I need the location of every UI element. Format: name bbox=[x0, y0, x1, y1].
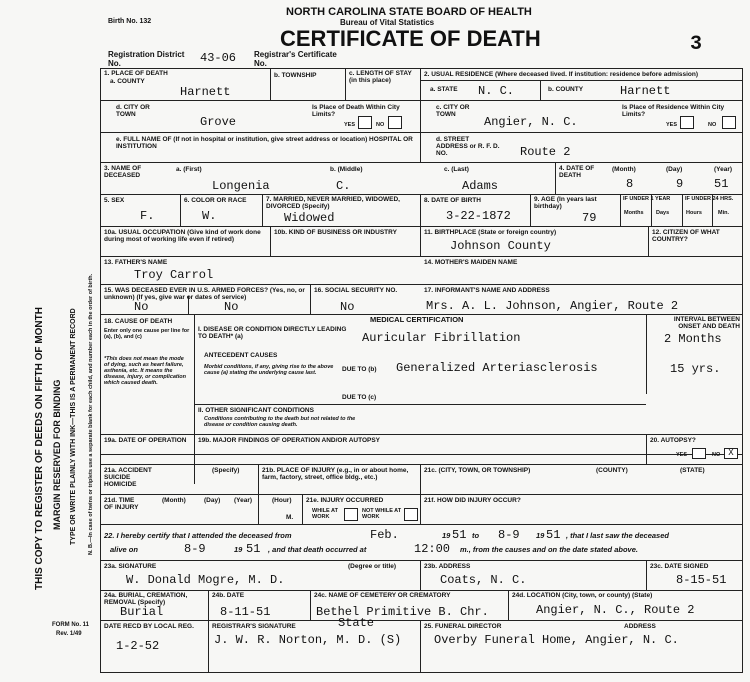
city-value: Grove bbox=[200, 115, 237, 129]
length-of-stay-label: c. LENGTH OF STAY (in this place) bbox=[349, 70, 412, 84]
place-of-injury-label: 21b. PLACE OF INJURY (e.g., in or about home, farm, factory, street, office bldg., etc.) bbox=[262, 467, 409, 481]
autopsy-yes-label: YES bbox=[676, 452, 688, 458]
while-at-work-checkbox[interactable] bbox=[344, 508, 358, 521]
death-occurred-text: , and that death occurred at bbox=[268, 545, 367, 554]
antecedent-causes-label: ANTECEDENT CAUSES bbox=[204, 352, 278, 359]
date-of-birth-label: 8. DATE OF BIRTH bbox=[424, 197, 481, 204]
death-year-label: (Year) bbox=[714, 166, 733, 173]
res-no-label: NO bbox=[708, 122, 717, 128]
injury-year-label: (Year) bbox=[234, 497, 253, 504]
physician-signature-value: W. Donald Mogre, M. D. bbox=[126, 573, 285, 587]
township-label: b. TOWNSHIP bbox=[274, 72, 317, 79]
date-of-death-label: 4. DATE OF DEATH bbox=[559, 165, 595, 179]
attended-to-value: 8-9 bbox=[498, 528, 520, 542]
first-name-value: Longenia bbox=[212, 179, 270, 193]
cause-b-value: Generalized Arteriasclerosis bbox=[396, 361, 598, 375]
state-value: N. C. bbox=[478, 84, 515, 98]
death-day-label: (Day) bbox=[666, 166, 683, 173]
father-name-value: Troy Carrol bbox=[134, 268, 214, 282]
year-prefix-b: 19 bbox=[536, 531, 545, 540]
injury-day-label: (Day) bbox=[204, 497, 221, 504]
last-name-value: Adams bbox=[462, 179, 499, 193]
birth-number: Birth No. 132 bbox=[108, 18, 152, 25]
usual-residence-label: 2. USUAL RESIDENCE (Where deceased lived. If institution: residence before admission) bbox=[424, 71, 699, 78]
margin-register-note: THIS COPY TO REGISTER OF DEEDS ON FIFTH OF MONTH bbox=[34, 307, 45, 590]
due-to-b-label: DUE TO (b) bbox=[342, 366, 377, 373]
cause-a-value: Auricular Fibrillation bbox=[362, 331, 521, 345]
accident-suicide-homicide-label: 21a. ACCIDENT SUICIDE HOMICIDE bbox=[104, 467, 152, 488]
residence-limits-label: Is Place of Residence Within City Limits? bbox=[622, 104, 725, 118]
sex-label: 5. SEX bbox=[104, 197, 125, 204]
usual-occupation-label: 10a. USUAL OCCUPATION (Give kind of work done during most of working life even if retired) bbox=[104, 229, 261, 243]
middle-name-value: C. bbox=[336, 179, 351, 193]
armed-forces-war-value: No bbox=[224, 300, 239, 314]
other-conditions-note: Conditions contributing to the death but not related to the disease or condition causing death. bbox=[204, 416, 356, 428]
injury-county-label: (COUNTY) bbox=[596, 467, 628, 474]
form-number: FORM No. 11 bbox=[52, 622, 90, 628]
alive-on-value: 8-9 bbox=[184, 542, 206, 556]
citizen-label: 12. CITIZEN OF WHAT COUNTRY? bbox=[652, 229, 720, 243]
within-no-label: NO bbox=[376, 122, 385, 128]
age-label: 9. AGE (In years last birthday) bbox=[534, 196, 597, 210]
first-name-label: a. (First) bbox=[176, 166, 202, 173]
informant-label: 17. INFORMANT'S NAME AND ADDRESS bbox=[424, 287, 550, 294]
months-label: Months bbox=[624, 210, 644, 216]
certify-text-b: , that I last saw the deceased bbox=[566, 531, 669, 540]
degree-label: (Degree or title) bbox=[348, 563, 397, 570]
cemetery-label: 24c. NAME OF CEMETERY OR CREMATORY bbox=[314, 592, 451, 599]
while-at-work-label: WHILE AT WORK bbox=[312, 508, 338, 520]
father-name-label: 13. FATHER'S NAME bbox=[104, 259, 168, 266]
within-city-limits-label: Is Place of Death Within City Limits? bbox=[312, 104, 400, 118]
res-yes-label: YES bbox=[666, 122, 678, 128]
address-label: 23b. ADDRESS bbox=[424, 563, 471, 570]
margin-twins-note: N. B.—In case of twins or triplets use a separate blank for each child, and number each in the order of birth. bbox=[88, 273, 94, 555]
burial-date-value: 8-11-51 bbox=[220, 605, 271, 619]
armed-forces-value: No bbox=[134, 300, 149, 314]
hours-label: Hours bbox=[686, 210, 702, 216]
within-yes-checkbox[interactable] bbox=[358, 116, 372, 129]
mother-maiden-name-label: 14. MOTHER'S MAIDEN NAME bbox=[424, 259, 518, 266]
specify-label: (Specify) bbox=[212, 467, 240, 474]
birthplace-value: Johnson County bbox=[450, 239, 551, 253]
date-received-label: DATE RECD BY LOCAL REG. bbox=[104, 623, 194, 630]
certify-text-a: 22. I hereby certify that I attended the deceased from bbox=[104, 531, 292, 540]
certificate-title: CERTIFICATE OF DEATH bbox=[280, 26, 541, 51]
board-name: NORTH CAROLINA STATE BOARD OF HEALTH bbox=[286, 6, 532, 18]
age-value: 79 bbox=[582, 211, 597, 225]
signature-label: 23a. SIGNATURE bbox=[104, 563, 157, 570]
state-label: a. STATE bbox=[430, 86, 458, 93]
due-to-c-label: DUE TO (c) bbox=[342, 394, 377, 401]
mode-of-dying-note: *This does not mean the mode of dying, such as heart failure, asthenia, etc. It means the disease, injury, or complication which caused death. bbox=[104, 356, 187, 386]
attended-from-value: Feb. bbox=[370, 528, 399, 542]
injury-m-label: M. bbox=[286, 514, 294, 521]
res-county-value: Harnett bbox=[620, 84, 671, 98]
cemetery-value: Bethel Primitive B. Chr. bbox=[316, 605, 489, 619]
res-city-label: c. CITY OR TOWN bbox=[436, 104, 470, 118]
attended-to-year: 51 bbox=[546, 528, 561, 542]
death-year-value: 51 bbox=[714, 177, 729, 191]
funeral-address-label: ADDRESS bbox=[624, 623, 656, 630]
time-of-injury-label: 21d. TIME OF INJURY bbox=[104, 497, 139, 511]
registration-district-label: Registration District No. bbox=[108, 50, 185, 68]
hospital-label: e. FULL NAME OF (If not in hospital or institution, give street address or location) HOSPITAL OR INSTITUTION bbox=[116, 136, 413, 150]
middle-name-label: b. (Middle) bbox=[330, 166, 363, 173]
form-revision: Rev. 1/49 bbox=[56, 631, 82, 637]
injury-city-label: 21c. (CITY, TOWN, OR TOWNSHIP) bbox=[424, 467, 531, 474]
armed-forces-label: 15. WAS DECEASED EVER IN U.S. ARMED FORCES? (Yes, no, or unknown) (If yes, give war or dates of service) bbox=[104, 287, 305, 301]
street-label: d. STREET ADDRESS or R. F. D. NO. bbox=[436, 136, 500, 157]
under-24-hours-label: IF UNDER 24 HRS. bbox=[685, 196, 734, 202]
bureau-name: Bureau of Vital Statistics bbox=[340, 18, 435, 27]
within-yes-label: YES bbox=[344, 122, 356, 128]
registration-district-value: 43-06 bbox=[200, 51, 237, 65]
res-yes-checkbox[interactable] bbox=[680, 116, 694, 129]
cause-note: Enter only one cause per line for (a), (b), and (c) bbox=[104, 328, 190, 340]
funeral-director-label: 25. FUNERAL DIRECTOR bbox=[424, 623, 502, 630]
marital-status-value: Widowed bbox=[284, 211, 335, 225]
days-label: Days bbox=[656, 210, 670, 216]
death-month-value: 8 bbox=[626, 177, 634, 191]
county-value: Harnett bbox=[180, 85, 231, 99]
date-received-value: 1-2-52 bbox=[116, 639, 160, 653]
county-label: a. COUNTY bbox=[110, 78, 145, 85]
other-conditions-label: II. OTHER SIGNIFICANT CONDITIONS bbox=[198, 407, 314, 414]
alive-on-year: 51 bbox=[246, 542, 261, 556]
informant-value: Mrs. A. L. Johnson, Angier, Route 2 bbox=[426, 299, 679, 313]
how-injury-label: 21f. HOW DID INJURY OCCUR? bbox=[424, 497, 521, 504]
injury-hour-label: (Hour) bbox=[272, 497, 292, 504]
major-findings-label: 19b. MAJOR FINDINGS OF OPERATION AND/OR AUTOPSY bbox=[198, 437, 381, 444]
location-label: 24d. LOCATION (City, town, or county) (State) bbox=[512, 592, 653, 599]
registrar-state-value: State bbox=[338, 616, 375, 630]
social-security-value: No bbox=[340, 300, 355, 314]
marital-status-label: 7. MARRIED, NEVER MARRIED, WIDOWED, DIVORCED (Specify) bbox=[266, 196, 400, 210]
disease-condition-label: I. DISEASE OR CONDITION DIRECTLY LEADING TO DEATH* (a) bbox=[198, 326, 347, 340]
city-label: d. CITY OR TOWN bbox=[116, 104, 150, 118]
autopsy-yes-checkbox[interactable] bbox=[692, 448, 706, 459]
death-day-value: 9 bbox=[676, 177, 684, 191]
from-causes-text: m., from the causes and on the date stated above. bbox=[460, 545, 638, 554]
alive-on-label: alive on bbox=[110, 545, 138, 554]
death-month-label: (Month) bbox=[612, 166, 636, 173]
operation-date-label: 19a. DATE OF OPERATION bbox=[104, 437, 187, 444]
last-name-label: c. (Last) bbox=[444, 166, 469, 173]
interval-a-value: 2 Months bbox=[664, 332, 722, 346]
date-signed-value: 8-15-51 bbox=[676, 573, 727, 587]
medical-certification-label: MEDICAL CERTIFICATION bbox=[370, 315, 464, 324]
stamp-number: 3 bbox=[690, 33, 703, 56]
injury-month-label: (Month) bbox=[162, 497, 186, 504]
res-county-label: b. COUNTY bbox=[548, 86, 584, 93]
year-prefix-a: 19 bbox=[442, 531, 451, 540]
registrar-certificate-label: Registrar's Certificate No. bbox=[254, 50, 337, 68]
death-time-value: 12:00 bbox=[414, 542, 451, 556]
street-value: Route 2 bbox=[520, 145, 571, 159]
year-prefix-c: 19 bbox=[234, 545, 243, 554]
margin-binding-note: MARGIN RESERVED FOR BINDING bbox=[52, 379, 62, 530]
morbid-conditions-note: Morbid conditions, if any, giving rise to the above cause (a) stating the underlying cause last. bbox=[204, 364, 334, 376]
not-while-at-work-label: NOT WHILE AT WORK bbox=[362, 508, 402, 520]
sex-value: F. bbox=[140, 209, 155, 223]
not-while-at-work-checkbox[interactable] bbox=[404, 508, 418, 521]
interval-label: INTERVAL BETWEEN ONSET AND DEATH bbox=[673, 316, 740, 330]
under-one-year-label: IF UNDER 1 YEAR bbox=[623, 196, 671, 202]
attended-from-year: 51 bbox=[452, 528, 467, 542]
injury-occurred-label: 21e. INJURY OCCURRED bbox=[306, 497, 384, 504]
margin-permanent-note: TYPE OR WRITE PLAINLY WITH INK—THIS IS A PERMANENT RECORD bbox=[70, 308, 77, 545]
race-value: W. bbox=[202, 209, 217, 223]
burial-date-label: 24b. DATE bbox=[212, 592, 245, 599]
registrar-signature-label: REGISTRAR'S SIGNATURE bbox=[212, 623, 296, 630]
burial-label: 24a. BURIAL, CREMATION, REMOVAL (Specify) bbox=[104, 592, 188, 606]
birthplace-label: 11. BIRTHPLACE (State or foreign country) bbox=[424, 229, 557, 236]
date-of-birth-value: 3-22-1872 bbox=[446, 209, 511, 223]
injury-state-label: (STATE) bbox=[680, 467, 705, 474]
autopsy-no-label: NO bbox=[712, 452, 721, 458]
physician-address-value: Coats, N. C. bbox=[440, 573, 527, 587]
to-label: to bbox=[472, 531, 480, 540]
cause-of-death-label: 18. CAUSE OF DEATH bbox=[104, 318, 173, 325]
burial-value: Burial bbox=[120, 605, 164, 619]
kind-of-business-label: 10b. KIND OF BUSINESS OR INDUSTRY bbox=[274, 229, 397, 236]
autopsy-label: 20. AUTOPSY? bbox=[650, 437, 696, 444]
place-of-death-label: 1. PLACE OF DEATH bbox=[104, 70, 168, 77]
res-no-checkbox[interactable] bbox=[722, 116, 736, 129]
within-no-checkbox[interactable] bbox=[388, 116, 402, 129]
interval-b-value: 15 yrs. bbox=[670, 362, 721, 376]
location-value: Angier, N. C., Route 2 bbox=[536, 603, 695, 617]
social-security-label: 16. SOCIAL SECURITY NO. bbox=[314, 287, 398, 294]
date-signed-label: 23c. DATE SIGNED bbox=[650, 563, 709, 570]
res-city-value: Angier, N. C. bbox=[484, 115, 578, 129]
funeral-director-value: Overby Funeral Home, Angier, N. C. bbox=[434, 633, 679, 647]
registrar-signature-value: J. W. R. Norton, M. D. (S) bbox=[214, 633, 402, 647]
name-of-deceased-label: 3. NAME OF DECEASED bbox=[104, 165, 142, 179]
color-race-label: 6. COLOR OR RACE bbox=[184, 197, 247, 204]
autopsy-no-checkbox[interactable]: X bbox=[724, 448, 738, 459]
minutes-label: Min. bbox=[718, 210, 729, 216]
